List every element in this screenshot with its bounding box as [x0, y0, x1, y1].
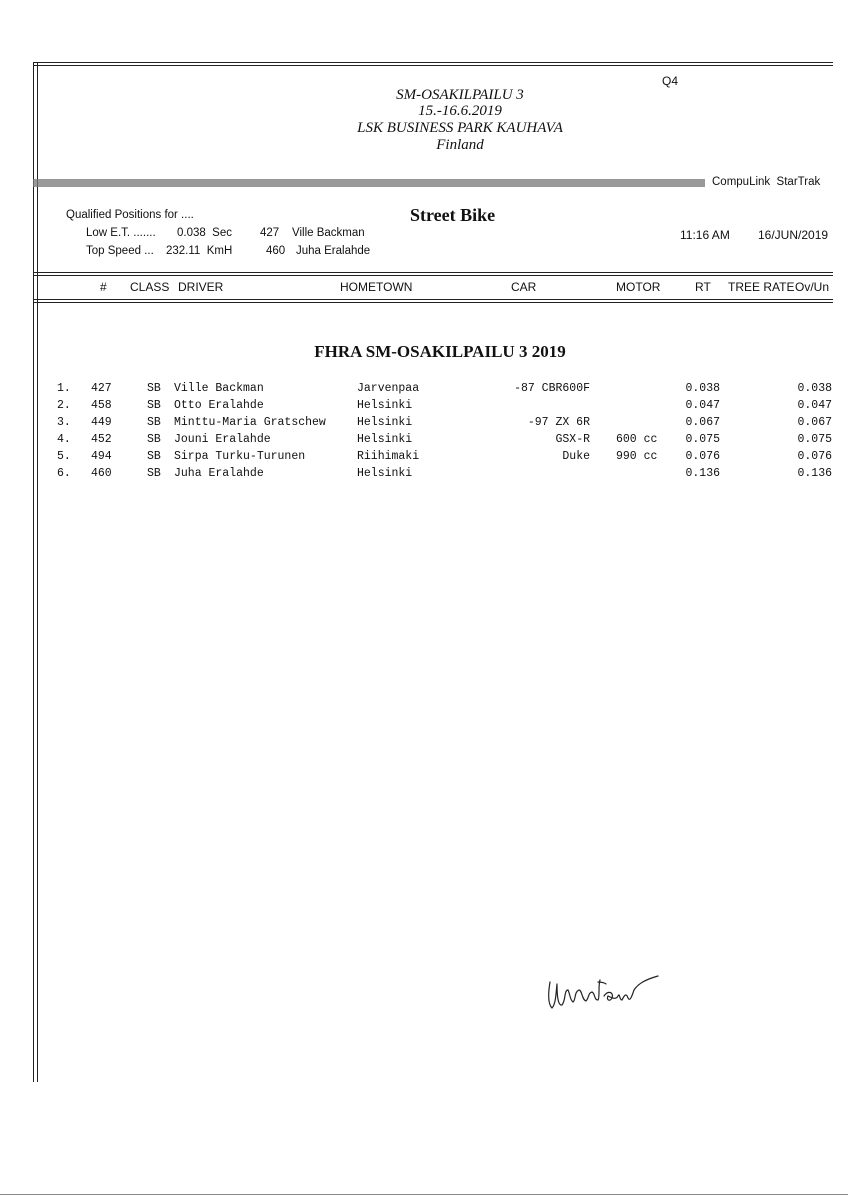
- left-border-inner: [37, 62, 38, 1082]
- row-hometown: Helsinki: [357, 416, 413, 429]
- col-class: CLASS: [130, 280, 170, 294]
- section-title: FHRA SM-OSAKILPAILU 3 2019: [314, 342, 566, 361]
- low-et-driver: Ville Backman: [292, 227, 365, 239]
- col-driver: DRIVER: [178, 280, 224, 294]
- row-position: 6.: [57, 467, 71, 480]
- row-driver: Minttu-Maria Gratschew: [174, 416, 326, 429]
- col-motor: MOTOR: [616, 280, 661, 294]
- row-class: SB: [147, 416, 161, 429]
- row-car: Duke: [562, 450, 590, 463]
- row-ovun: 0.136: [797, 467, 832, 480]
- row-rt: 0.136: [685, 467, 720, 480]
- row-driver: Otto Eralahde: [174, 399, 264, 412]
- row-driver: Juha Eralahde: [174, 467, 264, 480]
- row-class: SB: [147, 399, 161, 412]
- row-position: 3.: [57, 416, 71, 429]
- top-speed-driver: Juha Eralahde: [296, 245, 371, 257]
- row-rt: 0.075: [685, 433, 720, 446]
- row-ovun: 0.075: [797, 433, 832, 446]
- table-row: [0, 450, 848, 467]
- header-rule-top-2: [33, 275, 833, 276]
- row-car: GSX-R: [555, 433, 590, 446]
- table-row: [0, 467, 848, 484]
- event-line-1: SM-OSAKILPAILU 3: [396, 87, 524, 103]
- top-speed-label: Top Speed ...: [86, 245, 154, 257]
- report-code: Q4: [662, 74, 679, 88]
- row-ovun: 0.076: [797, 450, 832, 463]
- header-rule-bottom-2: [33, 302, 833, 303]
- row-number: 427: [91, 382, 112, 395]
- class-title: Street Bike: [410, 205, 496, 225]
- col-rt: RT: [695, 280, 711, 294]
- low-et-label: Low E.T. .......: [86, 227, 156, 239]
- row-ovun: 0.067: [797, 416, 832, 429]
- table-row: [0, 399, 848, 416]
- row-position: 2.: [57, 399, 71, 412]
- row-number: 458: [91, 399, 112, 412]
- col-hometown: HOMETOWN: [340, 280, 413, 294]
- row-rt: 0.038: [685, 382, 720, 395]
- low-et-number: 427: [260, 227, 280, 239]
- row-position: 5.: [57, 450, 71, 463]
- col-tree-rate: TREE RATE: [728, 280, 795, 294]
- left-border-outer: [33, 62, 34, 1082]
- event-line-3: LSK BUSINESS PARK KAUHAVA: [357, 120, 563, 136]
- row-rt: 0.047: [685, 399, 720, 412]
- table-row: [0, 416, 848, 433]
- row-hometown: Helsinki: [357, 433, 413, 446]
- row-class: SB: [147, 467, 161, 480]
- row-hometown: Helsinki: [357, 467, 413, 480]
- table-row: [0, 382, 848, 399]
- dotted-rule: [33, 179, 705, 187]
- row-class: SB: [147, 433, 161, 446]
- row-number: 460: [91, 467, 112, 480]
- row-class: SB: [147, 382, 161, 395]
- header-rule-top: [33, 272, 833, 273]
- row-number: 494: [91, 450, 112, 463]
- top-border-1: [33, 62, 833, 63]
- row-rt: 0.076: [685, 450, 720, 463]
- row-rt: 0.067: [685, 416, 720, 429]
- qualified-label: Qualified Positions for ....: [66, 209, 194, 221]
- top-border-2: [33, 65, 833, 66]
- row-driver: Sirpa Turku-Turunen: [174, 450, 306, 463]
- low-et-value: 0.038 Sec: [177, 227, 232, 239]
- page-bottom-rule: [0, 1194, 848, 1195]
- top-speed-number: 460: [266, 245, 286, 257]
- event-line-2: 15.-16.6.2019: [418, 103, 502, 119]
- col-ovun: Ov/Un: [795, 280, 830, 294]
- row-motor: 990 cc: [616, 450, 658, 463]
- row-motor: 600 cc: [616, 433, 658, 446]
- row-car: -87 CBR600F: [514, 382, 590, 395]
- row-driver: Jouni Eralahde: [174, 433, 271, 446]
- row-driver: Ville Backman: [174, 382, 264, 395]
- header-rule-bottom: [33, 299, 833, 300]
- row-hometown: Riihimaki: [357, 450, 420, 463]
- top-speed-value: 232.11 KmH: [166, 245, 233, 257]
- col-num: #: [100, 280, 107, 294]
- report-time: 11:16 AM: [680, 228, 730, 242]
- system-name: CompuLink StarTrak: [712, 176, 821, 188]
- row-car: -97 ZX 6R: [527, 416, 590, 429]
- row-ovun: 0.047: [797, 399, 832, 412]
- row-number: 449: [91, 416, 112, 429]
- report-date: 16/JUN/2019: [758, 228, 829, 242]
- event-line-4: Finland: [436, 137, 484, 153]
- row-hometown: Helsinki: [357, 399, 413, 412]
- col-car: CAR: [511, 280, 537, 294]
- row-hometown: Jarvenpaa: [357, 382, 420, 395]
- table-row: [0, 433, 848, 450]
- row-number: 452: [91, 433, 112, 446]
- signature: [540, 960, 670, 1020]
- row-position: 1.: [57, 382, 71, 395]
- row-ovun: 0.038: [797, 382, 832, 395]
- row-class: SB: [147, 450, 161, 463]
- row-position: 4.: [57, 433, 71, 446]
